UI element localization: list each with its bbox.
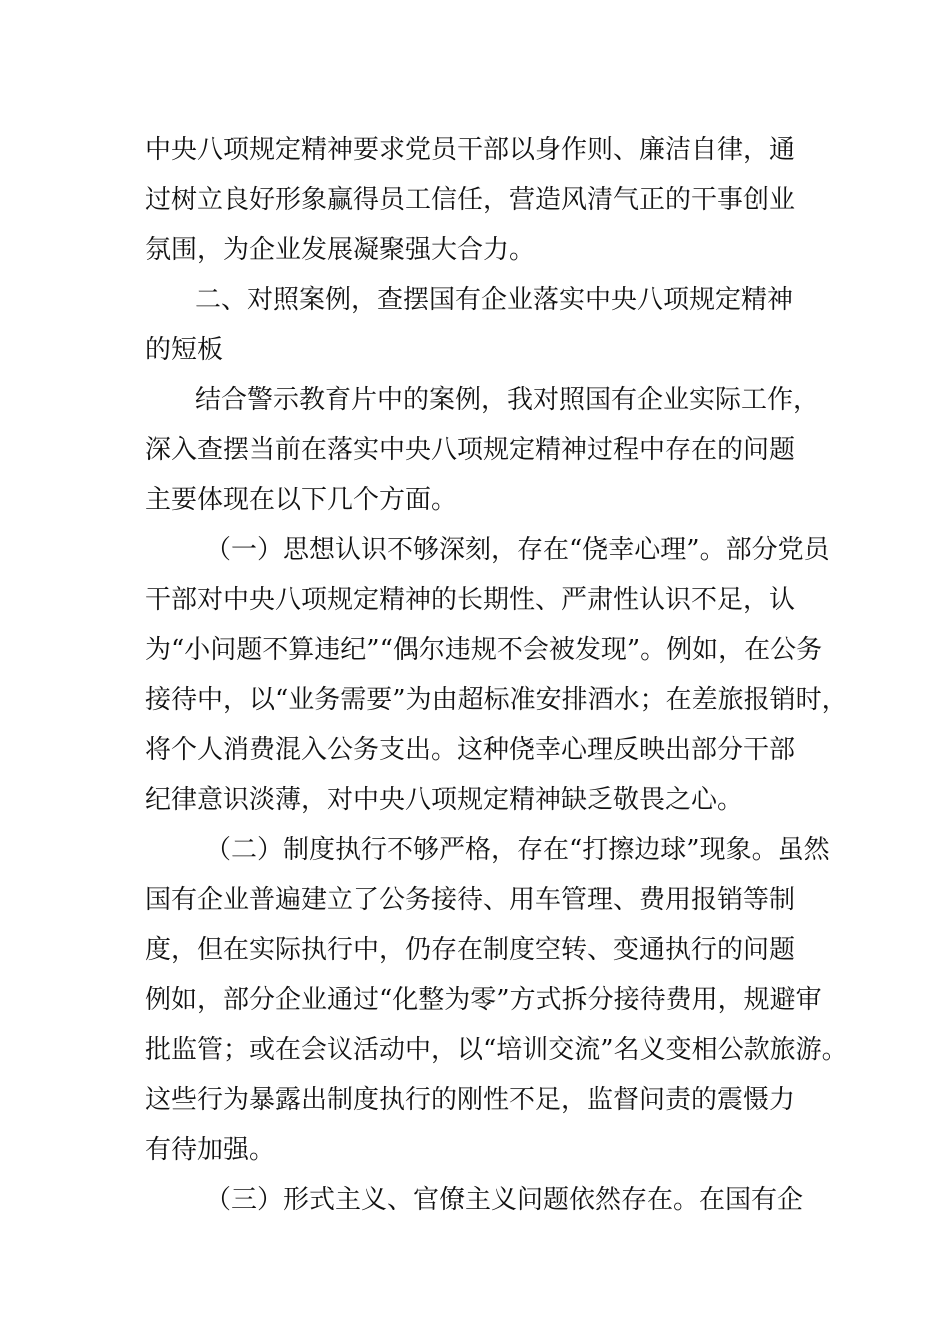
text-line: 将个人消费混入公务支出。这种侥幸心理反映出部分干部 [145, 735, 796, 765]
text-line: 干部对中央八项规定精神的长期性、严肃性认识不足，认 [145, 585, 796, 615]
text-line: 主要体现在以下几个方面。 [145, 485, 458, 515]
text-line: 有待加强。 [145, 1135, 276, 1165]
text-line: （一）思想认识不够深刻，存在“侥幸心理”。部分党员 [205, 535, 830, 565]
section-heading: 的短板 [145, 335, 224, 365]
text-line: 纪律意识淡薄，对中央八项规定精神缺乏敬畏之心。 [145, 785, 744, 815]
text-line: 国有企业普遍建立了公务接待、用车管理、费用报销等制 [145, 885, 796, 915]
text-line: 例如，部分企业通过“化整为零”方式拆分接待费用，规避审 [145, 985, 822, 1015]
text-line: 氛围，为企业发展凝聚强大合力。 [145, 235, 536, 265]
section-heading: 二、对照案例，查摆国有企业落实中央八项规定精神 [195, 285, 794, 315]
text-line: 过树立良好形象赢得员工信任，营造风清气正的干事创业 [145, 185, 796, 215]
text-line: 接待中，以“业务需要”为由超标准安排酒水；在差旅报销时， [145, 685, 848, 715]
text-line: 这些行为暴露出制度执行的刚性不足，监督问责的震慑力 [145, 1085, 796, 1115]
text-line: 深入查摆当前在落实中央八项规定精神过程中存在的问题 [145, 435, 796, 465]
text-line: 中央八项规定精神要求党员干部以身作则、廉洁自律，通 [145, 135, 796, 165]
text-line: （二）制度执行不够严格，存在“打擦边球”现象。虽然 [205, 835, 830, 865]
text-line: 为“小问题不算违纪”“偶尔违规不会被发现”。例如，在公务 [145, 635, 823, 665]
text-line: 批监管；或在会议活动中，以“培训交流”名义变相公款旅游。 [145, 1035, 848, 1065]
text-line: （三）形式主义、官僚主义问题依然存在。在国有企 [205, 1185, 804, 1215]
text-line: 结合警示教育片中的案例，我对照国有企业实际工作， [195, 385, 820, 415]
text-line: 度，但在实际执行中，仍存在制度空转、变通执行的问题 [145, 935, 796, 965]
